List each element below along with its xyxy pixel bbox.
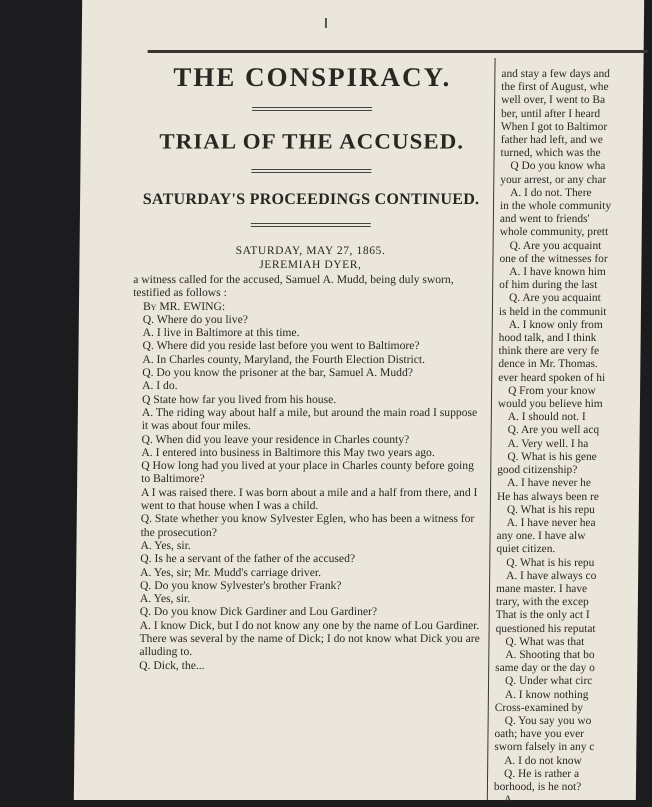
dateline: SATURDAY, MAY 27, 1865.: [235, 245, 386, 257]
testimony-line: Q. Under what circ: [504, 675, 593, 688]
testimony-line: A. ...: [503, 794, 527, 807]
testimony-line: and went to friends': [499, 213, 590, 226]
witness-name: JEREMIAH DYER,: [259, 259, 362, 271]
testimony-line: A. I have always co: [506, 569, 597, 582]
testimony-line: A. I have never he: [507, 477, 592, 490]
intro-paragraph: a witness called for the accused, Samuel A. Mudd, being duly sworn, testified as follows :: [133, 273, 454, 300]
testimony-line: A. I know nothing: [504, 688, 589, 701]
article-body: [129, 273, 487, 672]
testimony-line: A. I live in Baltimore at this time.: [142, 326, 300, 340]
testimony-line: A. The riding way about half a mile, but around the main road I suppose it was about four miles.: [141, 405, 478, 433]
right-column: [493, 68, 652, 807]
testimony-line: A. I have never hea: [506, 516, 596, 529]
testimony-line: quiet citizen.: [496, 543, 556, 556]
testimony-line: same day or the day o: [495, 662, 595, 675]
testimony-line: A. Yes, sir.: [140, 538, 191, 552]
testimony-line: is held in the communit: [498, 305, 607, 318]
testimony-line: Q. What was that: [505, 635, 585, 648]
testimony-line: Q. Are you well acq: [507, 424, 600, 437]
testimony-line: A. I know Dick, but I do not know any one by the name of Lou Gardiner. There was several by the name of Dick; I do not know what Dick you are alluding to.: [139, 618, 480, 659]
testimony-line: would you believe him: [497, 398, 603, 411]
testimony-line: whole community, prett: [499, 226, 609, 239]
testimony-line: your arrest, or any char: [500, 173, 607, 186]
testimony-line: A. Yes, sir; Mr. Mudd's carriage driver.: [140, 565, 322, 579]
testimony-line: of him during the last: [499, 279, 598, 292]
testimony-line: A. I should not. I: [507, 411, 586, 424]
testimony-line: Q. What is his repu: [506, 503, 595, 516]
testimony-line: Q. Do you know Dick Gardiner and Lou Gardiner?: [139, 605, 378, 619]
testimony-line: think there are very fe: [498, 345, 600, 358]
testimony-line: When I got to Baltimor: [500, 120, 608, 133]
testimony-line: well over, I went to Ba: [501, 94, 606, 107]
newspaper-page: [74, 0, 644, 807]
testimony-line: A. I entered into business in Baltimore this May two years ago.: [141, 445, 435, 459]
testimony-line: A. I do not know: [504, 754, 582, 767]
testimony-line: Q. Are you acquaint: [509, 239, 602, 252]
testimony-line: A. In Charles county, Maryland, the Fourth Election District.: [142, 352, 426, 366]
testimony-line: Q. When did you leave your residence in Charles county?: [141, 432, 410, 446]
testimony-line: Q. Do you know the prisoner at the bar, Samuel A. Mudd?: [142, 366, 414, 380]
testimony-line: Q. Where did you reside last before you went to Baltimore?: [142, 339, 420, 353]
testimony-line: any one. I have alw: [496, 530, 586, 543]
testimony-line: ever heard spoken of hi: [498, 371, 606, 384]
separator-rule: [252, 107, 372, 111]
headline-subtitle: TRIAL OF THE ACCUSED.: [159, 129, 465, 154]
testimony-line: That is the only act I: [495, 609, 590, 622]
testimony-line: Q. You say you wo: [504, 714, 592, 727]
testimony-line: A I was raised there. I was born about a mile and a half from there, and I went to that house when I was a child.: [140, 485, 478, 513]
testimony-line: A. Very well. I ha: [507, 437, 589, 450]
testimony-line: Q. Do you know Sylvester's brother Frank?: [139, 578, 342, 592]
examiner-line: By MR. EWING:: [142, 299, 226, 313]
testimony-line: and stay a few days and: [501, 68, 610, 80]
testimony-line: one of the witnesses for: [499, 252, 608, 265]
testimony-line: A. I do.: [142, 379, 178, 393]
page-mark: [325, 18, 327, 28]
testimony-line: in the whole community: [499, 200, 612, 213]
separator-rule: [251, 169, 371, 173]
headline-title: THE CONSPIRACY.: [173, 62, 452, 92]
testimony-line: Q How long had you lived at your place in Charles county before going to Baltimore?: [141, 459, 474, 486]
testimony-line: Q. What is his gene: [507, 450, 597, 463]
testimony-line: sworn falsely in any c: [494, 741, 595, 754]
testimony-line: ber, until after I heard: [500, 107, 601, 120]
testimony-line: Q. What is his repu: [506, 556, 595, 569]
testimony-line: Cross-examined by: [494, 701, 584, 714]
testimony-line: Q. Are you acquaint: [509, 292, 601, 305]
testimony-line: Q. Where do you live?: [142, 312, 248, 326]
testimony-line: Q. State whether you know Sylvester Eglen, who has been a witness for the prosecution?: [140, 512, 475, 539]
testimony-line: Q. He is rather a: [504, 767, 580, 780]
testimony-line: Q Do you know wha: [510, 160, 606, 173]
testimony-line: dence in Mr. Thomas.: [498, 358, 598, 371]
testimony-line: Q From your know: [508, 384, 596, 397]
testimony-line: A. Shooting that bo: [505, 648, 595, 661]
section-heading: SATURDAY'S PROCEEDINGS CONTINUED.: [142, 191, 480, 208]
testimony-line: trary, with the excep: [495, 596, 589, 609]
testimony-line: mane master. I have: [495, 582, 588, 595]
testimony-line: A. I do not. There: [510, 186, 592, 199]
testimony-line: A. I have known him: [509, 266, 606, 279]
testimony-line: good citizenship?: [497, 464, 578, 477]
testimony-line: A. I know only from: [508, 318, 603, 331]
testimony-line: Q State how far you lived from his house.: [141, 392, 337, 406]
testimony-line: turned, which was the: [500, 147, 601, 160]
testimony-list: [129, 313, 487, 672]
testimony-line: Q. Is he a servant of the father of the accused?: [140, 552, 356, 566]
testimony-line: questioned his reputat: [495, 622, 596, 635]
top-rule: [148, 50, 648, 53]
testimony-line: father had left, and we: [500, 134, 603, 147]
testimony-line: oath; have you ever: [494, 728, 585, 741]
testimony-line: He has always been re: [496, 490, 599, 503]
left-column: [128, 58, 490, 800]
testimony-line: Q. Dick, the...: [139, 658, 205, 672]
separator-rule: [251, 223, 371, 227]
testimony-line: the first of August, whe: [501, 81, 609, 94]
testimony-line: A. Yes, sir.: [139, 592, 191, 606]
testimony-line: hood talk, and I think: [498, 332, 597, 345]
testimony-line: borhood, is he not?: [493, 780, 582, 793]
